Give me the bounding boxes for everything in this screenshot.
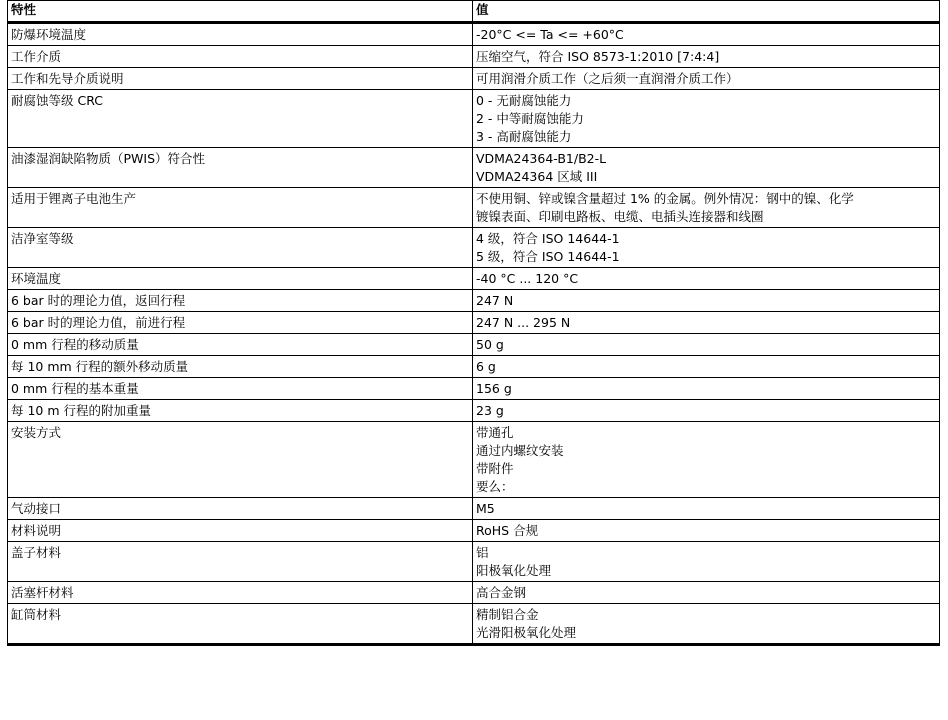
property-value [473,228,940,268]
value-line: 5 级，符合 ISO 14644-1 [476,249,620,264]
property-value [473,188,940,228]
value-line: 带通孔 [476,425,514,440]
property-value [473,312,940,334]
property-value [473,498,940,520]
property-value [473,90,940,148]
property-label: 0 mm 行程的移动质量 [8,334,473,356]
table-row [8,312,940,334]
value-line: VDMA24364 区域 III [476,169,598,184]
value-line: 0 - 无耐腐蚀能力 [476,93,572,108]
property-value [473,23,940,46]
value-line: 247 N [476,293,514,308]
property-label: 6 bar 时的理论力值，前进行程 [8,312,473,334]
property-label: 6 bar 时的理论力值，返回行程 [8,290,473,312]
property-value [473,400,940,422]
value-line: 阳极氧化处理 [476,563,552,578]
value-line: 通过内螺纹安装 [476,443,564,458]
spec-table [7,0,940,646]
table-row [8,90,940,148]
table-row [8,46,940,68]
table-row [8,582,940,604]
value-line: 要么： [476,479,514,494]
value-line: 156 g [476,381,512,396]
table-row [8,334,940,356]
property-label: 每 10 mm 行程的额外移动质量 [8,356,473,378]
property-value [473,334,940,356]
property-value [473,356,940,378]
value-line: 带附件 [476,461,514,476]
property-value [473,268,940,290]
property-label: 防爆环境温度 [8,23,473,46]
property-label: 耐腐蚀等级 CRC [8,90,473,148]
value-line: RoHS 合规 [476,523,539,538]
property-value [473,422,940,498]
value-line: 6 g [476,359,496,374]
property-value [473,542,940,582]
value-line: M5 [476,501,495,516]
table-row [8,542,940,582]
header-value: 值 [473,1,940,23]
property-value [473,68,940,90]
value-line: 23 g [476,403,504,418]
table-header [8,1,940,23]
table-body [8,23,940,645]
property-label: 活塞杆材料 [8,582,473,604]
table-row [8,356,940,378]
property-label: 工作介质 [8,46,473,68]
table-row [8,378,940,400]
property-value [473,378,940,400]
value-line: 压缩空气，符合 ISO 8573-1:2010 [7:4:4] [476,49,720,64]
property-value [473,148,940,188]
value-line: 高合金钢 [476,585,527,600]
property-value [473,582,940,604]
property-value [473,604,940,645]
property-label: 适用于锂离子电池生产 [8,188,473,228]
value-line: 精制铝合金 [476,607,539,622]
header-property: 特性 [8,1,473,23]
property-value [473,520,940,542]
value-line: -20°C <= Ta <= +60°C [476,27,624,42]
value-line: 镀镍表面、印刷电路板、电缆、电插头连接器和线圈 [476,209,764,224]
table-row [8,520,940,542]
value-line: 不使用铜、锌或镍含量超过 1% 的金属。例外情况：钢中的镍、化学 [476,191,854,206]
value-line: 2 - 中等耐腐蚀能力 [476,111,584,126]
value-line: 可用润滑介质工作（之后须一直润滑介质工作） [476,71,739,86]
value-line: 50 g [476,337,504,352]
property-label: 每 10 m 行程的附加重量 [8,400,473,422]
property-label: 工作和先导介质说明 [8,68,473,90]
property-label: 盖子材料 [8,542,473,582]
property-value [473,46,940,68]
value-line: 光滑阳极氧化处理 [476,625,577,640]
table-row [8,23,940,46]
table-row [8,188,940,228]
property-label: 0 mm 行程的基本重量 [8,378,473,400]
property-value [473,290,940,312]
property-label: 缸筒材料 [8,604,473,645]
table-row [8,290,940,312]
value-line: VDMA24364-B1/B2-L [476,151,607,166]
table-row [8,498,940,520]
property-label: 材料说明 [8,520,473,542]
table-row [8,268,940,290]
value-line: 4 级，符合 ISO 14644-1 [476,231,620,246]
table-row [8,400,940,422]
value-line: -40 °C ... 120 °C [476,271,579,286]
value-line: 3 - 高耐腐蚀能力 [476,129,572,144]
value-line: 247 N ... 295 N [476,315,571,330]
table-row [8,148,940,188]
property-label: 环境温度 [8,268,473,290]
header-row [8,1,940,23]
table-row [8,604,940,645]
table-row [8,228,940,268]
table-row [8,68,940,90]
property-label: 气动接口 [8,498,473,520]
table-row [8,422,940,498]
value-line: 铝 [476,545,489,560]
property-label: 安装方式 [8,422,473,498]
property-label: 洁净室等级 [8,228,473,268]
property-label: 油漆湿润缺陷物质（PWIS）符合性 [8,148,473,188]
